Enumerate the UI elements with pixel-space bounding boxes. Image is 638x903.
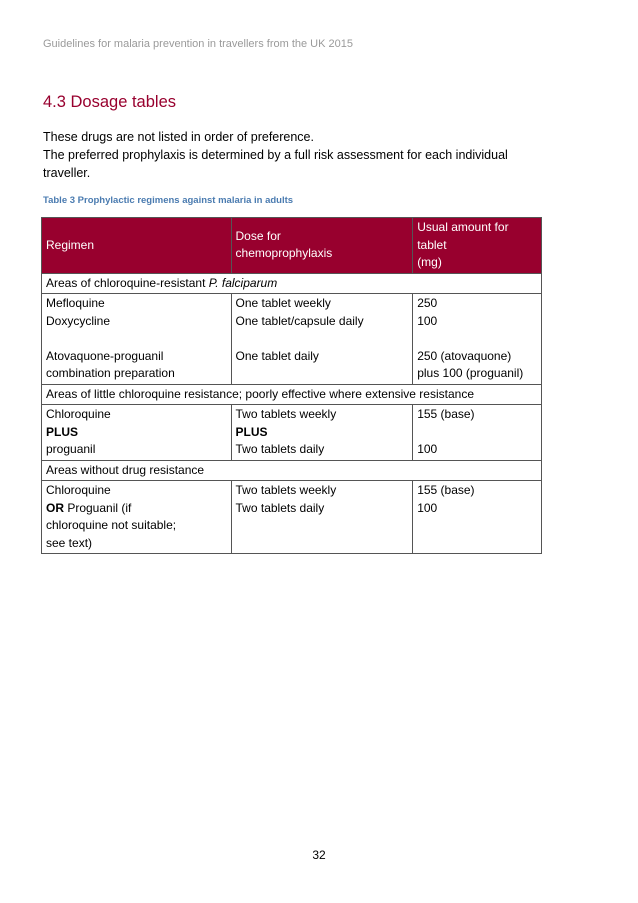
regimen-line	[46, 500, 227, 518]
regimen-cell	[42, 405, 232, 461]
regimen-line: combination preparation	[46, 366, 175, 380]
regimen-cell	[42, 481, 232, 554]
regimen-line: Mefloquine	[46, 296, 105, 310]
dose-line: Two tablets weekly	[235, 483, 337, 497]
amount-line: 100	[417, 442, 438, 456]
regimen-plus: PLUS	[46, 424, 79, 439]
header-amount	[413, 218, 542, 274]
amount-cell	[413, 481, 542, 554]
section-heading-row	[42, 273, 542, 294]
regimen-line: chloroquine not suitable;	[46, 518, 177, 532]
header-dose-line: chemoprophylaxis	[235, 246, 333, 261]
section-heading-text: Areas of chloroquine-resistant	[46, 275, 209, 290]
regimen-line: Chloroquine	[46, 407, 111, 421]
intro-text	[43, 128, 508, 182]
amount-line: 100	[417, 313, 438, 328]
amount-cell	[413, 294, 542, 385]
regimen-line: Chloroquine	[46, 483, 111, 497]
regimen-text: Proguanil (if	[64, 500, 132, 515]
intro-line: traveller.	[43, 166, 91, 180]
regimen-cell	[42, 294, 232, 385]
dose-cell	[231, 481, 413, 554]
dose-line: Two tablets daily	[235, 442, 325, 456]
table-row	[42, 294, 542, 385]
amount-line: 155 (base)	[417, 407, 475, 421]
dose-line: One tablet weekly	[235, 296, 331, 310]
header-amount-line: (mg)	[417, 255, 442, 269]
regimen-line: Doxycycline	[46, 313, 111, 328]
regimen-line: proguanil	[46, 442, 96, 456]
section-heading	[42, 273, 542, 294]
header-regimen: Regimen	[42, 218, 232, 274]
amount-line: 100	[417, 500, 438, 515]
intro-line: These drugs are not listed in order of preference.	[43, 130, 314, 144]
section-heading-row	[42, 384, 542, 405]
table-header-row	[42, 218, 542, 274]
table-row	[42, 481, 542, 554]
dose-line: One tablet daily	[235, 348, 319, 363]
section-title: 4.3 Dosage tables	[43, 93, 177, 111]
header-dose	[231, 218, 413, 274]
running-header: Guidelines for malaria prevention in travellers from the UK 2015	[43, 38, 353, 50]
section-heading: Areas without drug resistance	[42, 460, 542, 481]
regimen-line: see text)	[46, 535, 93, 550]
page-number: 32	[312, 848, 326, 862]
dose-line: One tablet/capsule daily	[235, 313, 364, 328]
dose-plus: PLUS	[235, 424, 268, 439]
section-heading: Areas of little chloroquine resistance; poorly effective where extensive resistance	[42, 384, 542, 405]
header-amount-line: Usual amount for tablet	[417, 220, 509, 252]
amount-line: 155 (base)	[417, 483, 475, 497]
intro-line: The preferred prophylaxis is determined by a full risk assessment for each individual	[43, 148, 508, 162]
table-row	[42, 405, 542, 461]
amount-line: 250	[417, 296, 438, 310]
regimen-line: Atovaquone-proguanil	[46, 348, 164, 363]
dosage-table	[41, 217, 542, 554]
dose-line: Two tablets weekly	[235, 407, 337, 421]
section-heading-row	[42, 460, 542, 481]
regimen-or: OR	[46, 500, 64, 515]
dose-cell	[231, 405, 413, 461]
table-caption: Table 3 Prophylactic regimens against malaria in adults	[43, 195, 294, 206]
species-name: P. falciparum	[208, 275, 278, 290]
amount-line: plus 100 (proguanil)	[417, 366, 524, 380]
amount-cell	[413, 405, 542, 461]
header-dose-line: Dose for	[235, 228, 281, 243]
amount-line: 250 (atovaquone)	[417, 348, 512, 363]
dose-cell	[231, 294, 413, 385]
dose-line: Two tablets daily	[235, 500, 325, 515]
